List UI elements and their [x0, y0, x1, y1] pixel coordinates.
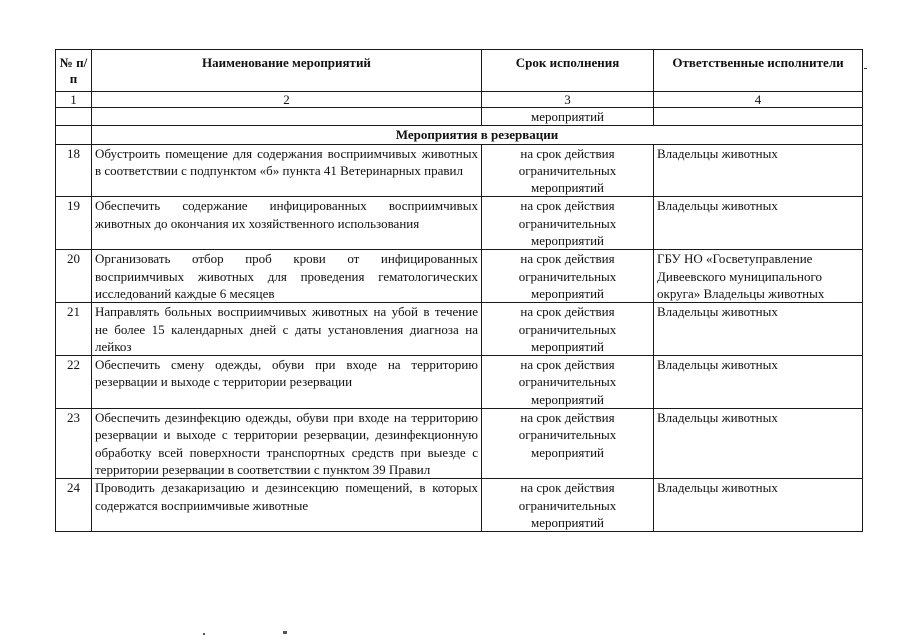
header-term: Срок исполнения	[482, 50, 654, 92]
row-term: на срок действия ограничительных мероприятий	[482, 197, 654, 250]
header-resp: Ответственные исполнители	[654, 50, 863, 92]
row-responsible: Владельцы животных	[654, 356, 863, 409]
row-measure: Обустроить помещение для содержания восприимчивых животных в соответствии с подпунктом «б» пункта 41 Ветеринарных правил	[92, 144, 482, 197]
row-number: 19	[56, 197, 92, 250]
row-measure: Проводить дезакаризацию и дезинсекцию помещений, в которых содержатся восприимчивые животные	[92, 479, 482, 532]
row-measure: Направлять больных восприимчивых животных на убой в течение не более 15 календарных дней с даты установления диагноза на лейкоз	[92, 303, 482, 356]
row-number: 24	[56, 479, 92, 532]
table-row	[56, 144, 863, 197]
row-number: 18	[56, 144, 92, 197]
row-responsible: Владельцы животных	[654, 303, 863, 356]
row-responsible: ГБУ НО «Госветуправление Дивеевского муниципального округа» Владельцы животных	[654, 250, 863, 303]
index-cell: 4	[654, 92, 863, 108]
header-name: Наименование мероприятий	[92, 50, 482, 92]
section-row	[56, 126, 863, 144]
table-row	[56, 197, 863, 250]
row-responsible: Владельцы животных	[654, 144, 863, 197]
row-number: 20	[56, 250, 92, 303]
continuation-row	[56, 108, 863, 126]
scan-speck	[283, 631, 287, 634]
index-cell: 2	[92, 92, 482, 108]
row-term: на срок действия ограничительных мероприятий	[482, 303, 654, 356]
row-responsible: Владельцы животных	[654, 409, 863, 479]
index-cell: 3	[482, 92, 654, 108]
row-term: на срок действия ограничительных мероприятий	[482, 409, 654, 479]
index-cell: 1	[56, 92, 92, 108]
table-row	[56, 250, 863, 303]
row-term: на срок действия ограничительных мероприятий	[482, 479, 654, 532]
row-measure: Обеспечить дезинфекцию одежды, обуви при входе на территорию резервации и выходе с территории резервации, дезинфекционную обработку всей поверхности транспортных средств при выезде с территории резервации в соответствии с пунктом 39 Правил	[92, 409, 482, 479]
row-responsible: Владельцы животных	[654, 197, 863, 250]
measures-table	[55, 49, 863, 532]
row-term: на срок действия ограничительных мероприятий	[482, 356, 654, 409]
row-number: 21	[56, 303, 92, 356]
table-row	[56, 303, 863, 356]
section-title: Мероприятия в резервации	[92, 126, 863, 144]
row-term: на срок действия ограничительных мероприятий	[482, 144, 654, 197]
row-term: на срок действия ограничительных мероприятий	[482, 250, 654, 303]
continuation-text: мероприятий	[482, 108, 654, 126]
table-row	[56, 409, 863, 479]
scan-speck	[203, 633, 205, 635]
row-measure: Обеспечить смену одежды, обуви при входе на территорию резервации и выходе с территории резервации	[92, 356, 482, 409]
row-responsible: Владельцы животных	[654, 479, 863, 532]
row-number: 22	[56, 356, 92, 409]
row-measure: Организовать отбор проб крови от инфицированных восприимчивых животных для проведения гематологических исследований каждые 6 месяцев	[92, 250, 482, 303]
scan-edge-mark	[864, 68, 867, 69]
index-row	[56, 92, 863, 108]
row-measure: Обеспечить содержание инфицированных восприимчивых животных до окончания их хозяйственного использования	[92, 197, 482, 250]
table-row	[56, 479, 863, 532]
table-row	[56, 356, 863, 409]
header-row	[56, 50, 863, 92]
row-number: 23	[56, 409, 92, 479]
header-num: № п/п	[56, 50, 92, 92]
